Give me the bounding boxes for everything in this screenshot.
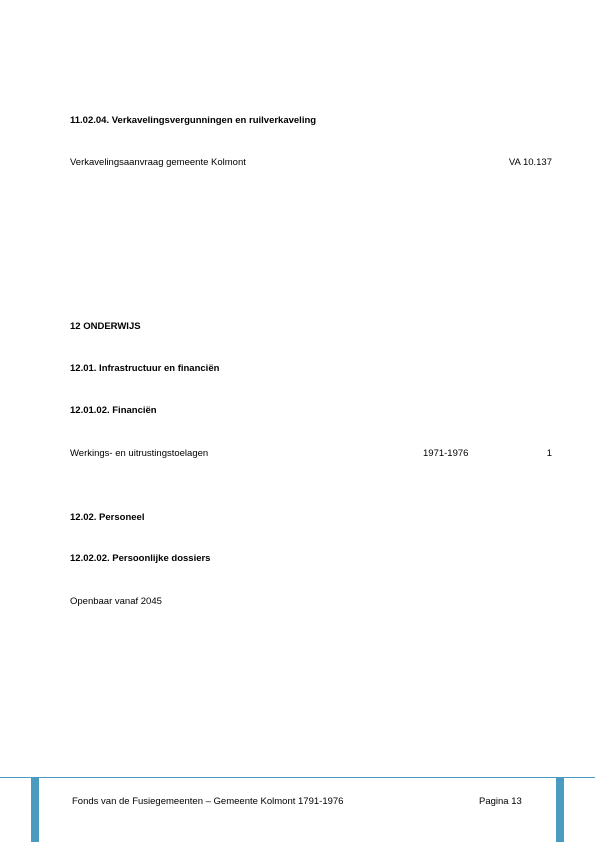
section-heading-12-02-02: 12.02.02. Persoonlijke dossiers	[70, 553, 211, 564]
section-heading-11-02-04: 11.02.04. Verkavelingsvergunningen en ruilverkaveling	[70, 115, 317, 126]
footer-left-bar	[31, 778, 39, 842]
entry-period: 1971-1976	[423, 448, 469, 459]
section-heading-12-01-02: 12.01.02. Financiën	[70, 405, 157, 416]
footer-right-bar	[556, 778, 564, 842]
entry-title: Werkings- en uitrustingstoelagen	[70, 448, 209, 459]
entry-reference: VA 10.137	[508, 157, 552, 168]
section-heading-12-02: 12.02. Personeel	[70, 512, 145, 523]
footer-divider	[0, 777, 595, 778]
section-heading-12: 12 ONDERWIJS	[70, 321, 141, 332]
access-note: Openbaar vanaf 2045	[70, 596, 162, 607]
entry-title: Verkavelingsaanvraag gemeente Kolmont	[70, 157, 246, 168]
entry-number: 1	[546, 448, 552, 459]
section-heading-12-01: 12.01. Infrastructuur en financiën	[70, 363, 220, 374]
footer-title: Fonds van de Fusiegemeenten – Gemeente Kolmont 1791-1976	[72, 796, 344, 807]
page-number: Pagina 13	[479, 796, 522, 807]
